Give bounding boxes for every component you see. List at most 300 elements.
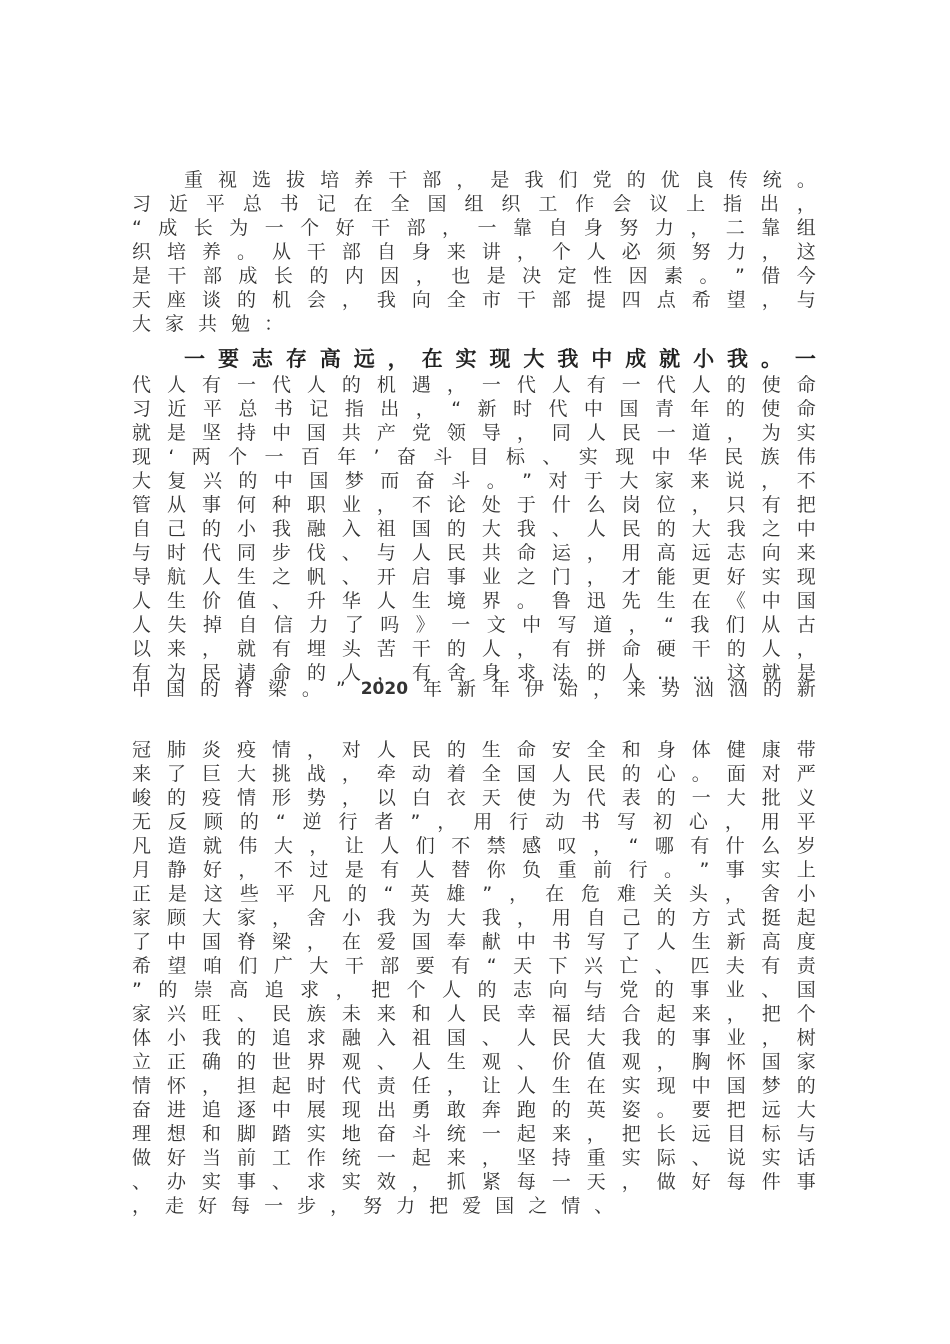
text-char: 求	[517, 662, 537, 684]
text-char: 二	[725, 217, 745, 239]
text-char: 民	[481, 1003, 501, 1025]
text-char: 优	[660, 169, 680, 191]
text-char: 航	[166, 566, 186, 588]
text-char: 中	[166, 931, 186, 953]
text-char: 斗	[451, 470, 471, 492]
text-char: 平	[202, 398, 222, 420]
text-char: 确	[201, 1051, 221, 1073]
text-char: 。	[516, 590, 536, 612]
text-char: 境	[446, 590, 466, 612]
text-char: 导	[132, 566, 152, 588]
section-heading	[184, 346, 816, 372]
text-char: ’	[373, 446, 380, 468]
text-char: 中	[583, 398, 603, 420]
text-char: 命	[796, 398, 816, 420]
text-char: 身	[411, 241, 431, 263]
text-char: 的	[725, 398, 745, 420]
text-char: ”	[335, 678, 346, 700]
text-char: 的	[796, 1075, 816, 1097]
text-char: 坚	[516, 1147, 536, 1169]
text-char: 传	[728, 169, 748, 191]
text-char: 在	[421, 347, 443, 371]
text-char: 斗	[411, 1123, 431, 1145]
text-char: 事	[690, 979, 710, 1001]
text-char: 起	[411, 1147, 431, 1169]
text-char: ，	[201, 638, 221, 660]
text-char: 民	[586, 763, 606, 785]
text-char: 一	[481, 374, 501, 396]
text-char: 福	[551, 1003, 571, 1025]
text-char: 命	[796, 374, 816, 396]
text-char: 怀	[166, 1075, 186, 1097]
text-char: 人	[516, 1027, 536, 1049]
text-char: 命	[272, 662, 292, 684]
text-char: 时	[306, 1075, 326, 1097]
text-char: 家	[132, 907, 152, 929]
text-line	[132, 1193, 816, 1219]
text-char: 时	[166, 542, 186, 564]
text-char: 用	[621, 542, 641, 564]
text-char: 我	[726, 518, 746, 540]
text-char: 鲁	[551, 590, 571, 612]
text-char: 青	[654, 398, 674, 420]
text-char: 良	[694, 169, 714, 191]
text-line	[132, 444, 816, 470]
text-char: ，	[586, 566, 606, 588]
text-char: 人	[132, 590, 152, 612]
text-char: 只	[726, 494, 746, 516]
text-char: 凡	[132, 835, 152, 857]
text-char: 织	[132, 241, 152, 263]
text-char: 伐	[306, 542, 326, 564]
text-char: 。	[691, 763, 711, 785]
text-char: 市	[481, 289, 501, 311]
text-char: ，	[306, 931, 326, 953]
text-char: 。	[236, 241, 256, 263]
text-char: 、	[516, 1051, 536, 1073]
text-char: 脊	[233, 678, 253, 700]
text-char: 是	[486, 265, 506, 287]
text-char: 中	[796, 518, 816, 540]
text-char: 个	[796, 1003, 816, 1025]
text-char: 对	[761, 763, 781, 785]
text-char: 帆	[306, 566, 326, 588]
text-char: 。	[664, 859, 684, 881]
text-line	[132, 612, 816, 638]
text-char: 小	[693, 347, 715, 371]
text-char: 大	[796, 1099, 816, 1121]
text-char: 大	[619, 470, 639, 492]
text-char: 借	[761, 265, 781, 287]
text-char: 努	[691, 241, 711, 263]
text-char: 的	[446, 518, 466, 540]
text-char: 之	[761, 518, 781, 540]
text-char: 界	[306, 1051, 326, 1073]
text-char: 人	[586, 241, 606, 263]
text-char: 人	[132, 614, 152, 636]
text-char: 就	[236, 638, 256, 660]
text-char: 价	[201, 590, 221, 612]
text-char: 对	[548, 470, 568, 492]
text-char: 的	[656, 518, 676, 540]
text-line	[132, 311, 816, 337]
text-char: 与	[132, 542, 152, 564]
text-char: 感	[522, 835, 542, 857]
text-char: 从	[761, 614, 781, 636]
text-char: 中	[651, 446, 671, 468]
text-char: 事	[201, 494, 221, 516]
text-char: ”	[734, 265, 745, 287]
text-char: ，	[271, 907, 291, 929]
text-char: 、	[236, 1003, 256, 1025]
text-char: ，	[442, 217, 462, 239]
text-char: ，	[761, 241, 781, 263]
text-line	[132, 833, 816, 859]
text-char: 、	[271, 590, 291, 612]
text-char: 更	[691, 566, 711, 588]
text-char: 人	[306, 374, 326, 396]
text-char: 形	[271, 787, 291, 809]
text-char: 爱	[376, 931, 396, 953]
text-char: 无	[132, 811, 152, 833]
text-char: 责	[376, 1075, 396, 1097]
text-char: 论	[446, 494, 466, 516]
text-char: ，	[724, 811, 744, 833]
text-char: 实	[341, 1171, 361, 1193]
text-char: 干	[344, 955, 364, 977]
text-char: 法	[552, 662, 572, 684]
text-char: 梁	[271, 931, 291, 953]
text-char: 职	[306, 494, 326, 516]
text-char: 事	[236, 1171, 256, 1193]
text-char: ，	[586, 542, 606, 564]
text-char: 机	[271, 289, 291, 311]
text-char: 为	[411, 907, 431, 929]
text-char: 好	[198, 1195, 218, 1217]
text-char: 机	[376, 374, 396, 396]
text-char: 写	[557, 614, 577, 636]
text-char: ，	[516, 422, 536, 444]
text-char: 体	[132, 1027, 152, 1049]
text-char: 舍	[760, 883, 780, 905]
text-char: 人	[342, 662, 362, 684]
text-char: 实	[621, 1147, 641, 1169]
text-char: ‘	[168, 446, 175, 468]
text-line	[132, 953, 816, 979]
paragraph-opening-line	[184, 167, 816, 193]
text-char: 长	[656, 1123, 676, 1145]
text-char: 华	[687, 446, 707, 468]
text-char: 代	[271, 374, 291, 396]
text-char: 的	[307, 662, 327, 684]
text-char: 身	[656, 739, 676, 761]
text-char: 初	[652, 811, 672, 833]
text-line	[132, 1097, 816, 1123]
text-char: 向	[548, 979, 568, 1001]
text-char: 全	[586, 739, 606, 761]
text-char: 部	[422, 169, 442, 191]
text-char: 存	[285, 347, 307, 371]
text-char: 国	[201, 931, 221, 953]
text-char: 的	[587, 662, 607, 684]
text-char: 求	[300, 979, 320, 1001]
text-char: 求	[306, 1027, 326, 1049]
text-char: 和	[621, 739, 641, 761]
text-char: 立	[132, 1051, 152, 1073]
text-char: 有	[380, 859, 400, 881]
text-char: 敢	[446, 1099, 466, 1121]
text-char: 出	[380, 398, 400, 420]
text-char: 写	[586, 931, 606, 953]
text-char: 行	[338, 811, 358, 833]
text-char: 展	[306, 1099, 326, 1121]
text-char: 有	[690, 835, 710, 857]
text-char: 信	[273, 614, 293, 636]
text-char: 织	[501, 193, 521, 215]
text-char: 的	[654, 979, 674, 1001]
text-char: 的	[201, 518, 221, 540]
text-char: 兴	[583, 955, 603, 977]
text-char: 亡	[619, 955, 639, 977]
text-char: 部	[380, 955, 400, 977]
text-char: 是	[166, 422, 186, 444]
text-char: 的	[199, 678, 219, 700]
text-line	[132, 239, 816, 265]
text-char: 了	[166, 763, 186, 785]
text-char: 开	[376, 566, 396, 588]
text-char: 动	[545, 811, 565, 833]
text-line	[132, 1001, 816, 1027]
text-char: 么	[761, 835, 781, 857]
text-line	[132, 977, 816, 1003]
text-char: 作	[575, 193, 595, 215]
text-char: 些	[239, 883, 259, 905]
text-char: “	[628, 835, 639, 857]
text-char: 和	[411, 1003, 431, 1025]
text-char: 有	[451, 955, 471, 977]
text-char: 共	[341, 422, 361, 444]
text-char: 冠	[132, 739, 152, 761]
text-char: 融	[306, 518, 326, 540]
text-char: 一	[236, 374, 256, 396]
text-char: 远	[761, 1099, 781, 1121]
text-char: 命	[516, 739, 536, 761]
text-char: 高	[761, 931, 781, 953]
text-char: 的	[239, 811, 259, 833]
text-char: 。	[699, 265, 719, 287]
text-char: 们	[558, 169, 578, 191]
text-char: 哪	[654, 835, 674, 857]
text-char: 替	[451, 859, 471, 881]
text-char: 党	[592, 169, 612, 191]
text-char: 头	[688, 883, 708, 905]
text-char: 来	[690, 470, 710, 492]
text-char: 观	[341, 1051, 361, 1073]
text-char: 结	[586, 1003, 606, 1025]
text-char: 当	[201, 1147, 221, 1169]
text-char: ”	[132, 979, 142, 1001]
text-char: 我	[376, 289, 396, 311]
text-char: 选	[252, 169, 272, 191]
text-char: ，	[481, 1147, 501, 1169]
text-char: 、	[761, 979, 781, 1001]
text-char: 有	[586, 374, 606, 396]
text-char: 年	[337, 446, 357, 468]
text-char: 埋	[306, 638, 326, 660]
text-char: 自	[238, 614, 258, 636]
text-char: 追	[271, 1027, 291, 1049]
text-char: 要	[217, 347, 239, 371]
text-char: 脚	[236, 1123, 256, 1145]
text-char: 干	[167, 265, 187, 287]
text-char: 就	[202, 835, 222, 857]
text-char: 生	[236, 566, 256, 588]
text-char: 使	[516, 787, 536, 809]
text-char: 人	[411, 1051, 431, 1073]
text-char: 负	[522, 859, 542, 881]
text-char: 个	[406, 979, 426, 1001]
text-char: …	[657, 662, 676, 684]
text-char: 脊	[236, 931, 256, 953]
text-char: 现	[656, 1075, 676, 1097]
text-line	[132, 372, 816, 398]
text-char: 行	[628, 859, 648, 881]
text-char: 国	[495, 1195, 515, 1217]
text-char: 书	[581, 811, 601, 833]
text-char: 提	[586, 289, 606, 311]
text-char: 苦	[376, 638, 396, 660]
text-char: 面	[726, 763, 746, 785]
text-char: 用	[551, 907, 571, 929]
text-char: 正	[166, 1051, 186, 1073]
text-char: 顾	[203, 811, 223, 833]
text-char: 天	[481, 787, 501, 809]
text-char: 远	[691, 1123, 711, 1145]
text-char: 的	[446, 739, 466, 761]
text-char: 么	[586, 494, 606, 516]
text-char: 实	[621, 1075, 641, 1097]
text-char: 奋	[415, 470, 435, 492]
text-char: 讲	[481, 241, 501, 263]
text-line	[132, 420, 816, 446]
text-char: 造	[167, 835, 187, 857]
text-char: 党	[619, 979, 639, 1001]
text-line	[132, 905, 816, 931]
text-char: 勇	[411, 1099, 431, 1121]
text-char: 的	[158, 979, 178, 1001]
text-char: 献	[481, 931, 501, 953]
text-char: 启	[411, 566, 431, 588]
text-char: 者	[374, 811, 394, 833]
text-char: 事	[796, 1171, 816, 1193]
text-char: 记	[309, 398, 329, 420]
text-line	[132, 191, 816, 217]
text-char: 来	[691, 1003, 711, 1025]
text-char: ，	[201, 1075, 221, 1097]
text-char: ，	[586, 1123, 606, 1145]
text-char: 民	[271, 1003, 291, 1025]
text-char: 、	[376, 1051, 396, 1073]
text-char: 情	[236, 787, 256, 809]
text-char: 表	[621, 787, 641, 809]
text-char: 全	[446, 289, 466, 311]
text-char: 生	[656, 590, 676, 612]
text-char: 大	[523, 347, 545, 371]
text-char: 。	[760, 347, 782, 371]
text-char: 胸	[691, 1051, 711, 1073]
text-char: 小	[166, 1027, 186, 1049]
text-char: 个	[551, 241, 571, 263]
text-char: 两	[191, 446, 211, 468]
text-char: 的	[236, 1027, 256, 1049]
text-char: 来	[796, 542, 816, 564]
text-char: 的	[762, 678, 782, 700]
text-char: 重	[184, 169, 204, 191]
text-char: 国	[427, 193, 447, 215]
text-char: 人	[415, 859, 435, 881]
text-char: 就	[659, 347, 681, 371]
text-char: ”	[482, 883, 493, 905]
text-char: “	[132, 217, 142, 239]
text-char: ，	[132, 1195, 152, 1217]
text-char: ，	[761, 289, 781, 311]
text-char: 同	[236, 542, 256, 564]
text-char: 伟	[796, 446, 816, 468]
text-char: 一	[264, 1195, 284, 1217]
text-char: 奉	[446, 931, 466, 953]
text-char: 康	[761, 739, 781, 761]
text-char: 我	[690, 614, 710, 636]
text-char: 你	[486, 859, 506, 881]
text-char: 大	[132, 470, 152, 492]
text-char: 种	[271, 494, 291, 516]
text-char: 掉	[202, 614, 222, 636]
text-char: 们	[415, 835, 435, 857]
text-char: ，	[796, 193, 816, 215]
text-char: 伊	[524, 678, 544, 700]
text-char: ：	[264, 313, 284, 335]
text-char: 责	[796, 955, 816, 977]
text-char: “	[451, 398, 462, 420]
text-char: 起	[271, 1075, 291, 1097]
text-char: 希	[132, 955, 152, 977]
text-char: 个	[228, 446, 248, 468]
text-char: 书	[273, 398, 293, 420]
text-char: 树	[796, 1027, 816, 1049]
text-char: 合	[621, 1003, 641, 1025]
text-char: 靠	[761, 217, 781, 239]
text-char: 求	[306, 1171, 326, 1193]
text-char: 把	[429, 1195, 449, 1217]
text-char: 点	[656, 289, 676, 311]
text-char: ，	[411, 1171, 431, 1193]
text-char: 家	[654, 470, 674, 492]
text-char: 须	[656, 241, 676, 263]
text-char: 肺	[166, 739, 186, 761]
text-line	[132, 1073, 816, 1099]
text-char: 巨	[201, 763, 221, 785]
text-char: 了	[344, 614, 364, 636]
text-char: ，	[761, 1027, 781, 1049]
text-char: 平	[796, 811, 816, 833]
text-line	[132, 737, 816, 763]
text-char: 这	[203, 883, 223, 905]
text-char: 人	[551, 374, 571, 396]
text-char: 目	[726, 1123, 746, 1145]
text-char: 民	[551, 1027, 571, 1049]
text-char: 实	[201, 1171, 221, 1193]
text-char: 以	[376, 787, 396, 809]
